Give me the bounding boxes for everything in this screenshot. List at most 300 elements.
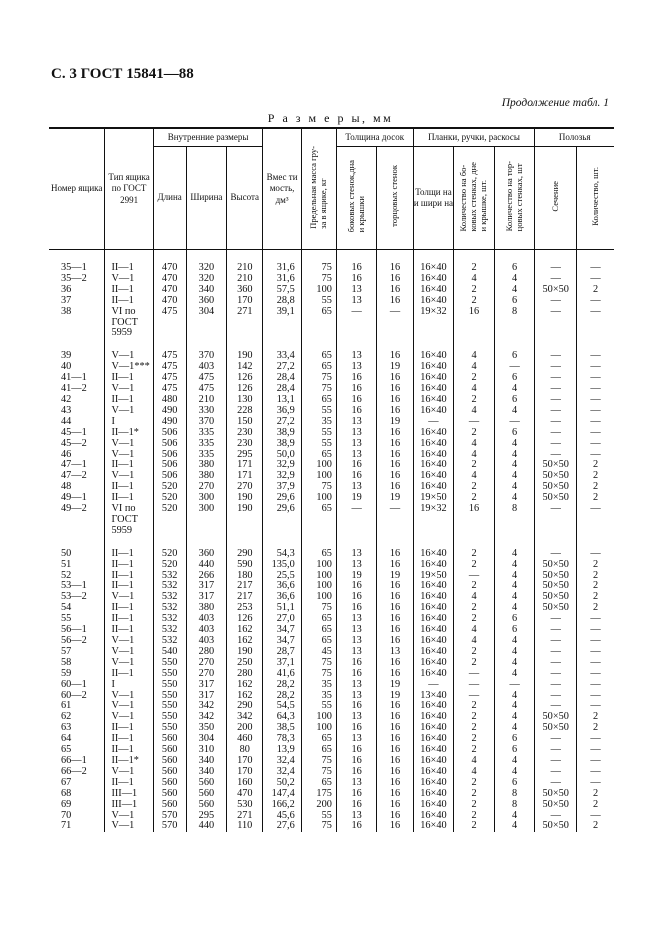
cell-runner-section: — (535, 811, 577, 822)
cell-runner-qty: — (577, 428, 614, 439)
header-qty-end-label: Количество на тор- цовых стенках, шт (503, 161, 524, 232)
cell-width: 380 (186, 471, 227, 482)
cell-runner-section: — (535, 274, 577, 285)
header-board-thickness: Толщина досок (336, 128, 413, 147)
cell-max-mass: 100 (301, 560, 336, 571)
cell-width: 317 (186, 691, 227, 702)
cell-box-number: 66—1 (61, 754, 87, 766)
cell-runner-qty: — (577, 250, 614, 274)
cell-capacity: 64,3 (263, 712, 301, 723)
cell-type: II—1 (105, 723, 153, 734)
cell-side-walls: — (336, 504, 377, 537)
cell-qty-side: 2 (454, 789, 495, 800)
cell-side-walls: 16 (336, 789, 377, 800)
cell-runner-section: — (535, 680, 577, 691)
cell-end-walls: 16 (377, 592, 413, 603)
cell-runner-section: 50×50 (535, 471, 577, 482)
cell-end-walls: 16 (377, 767, 413, 778)
cell-runner-qty: — (577, 756, 614, 767)
cell-box-number: 42 (61, 393, 72, 405)
cell-side-walls: 13 (336, 636, 377, 647)
cell-length: 550 (153, 701, 186, 712)
cell-qty-side: 4 (454, 339, 495, 362)
cell-runner-qty: — (577, 701, 614, 712)
cell-length: 532 (153, 614, 186, 625)
cell-runner-section: 50×50 (535, 581, 577, 592)
cell-length: 550 (153, 658, 186, 669)
cell-runner-section: — (535, 691, 577, 702)
cell-side-walls: 13 (336, 428, 377, 439)
cell-qty-end: 4 (494, 691, 535, 702)
cell-box-number: 56—1 (61, 624, 87, 636)
cell-side-walls: 16 (336, 592, 377, 603)
cell-runner-section: — (535, 625, 577, 636)
cell-end-walls: 19 (377, 362, 413, 373)
cell-qty-side: 2 (454, 250, 495, 274)
cell-runner-section: — (535, 647, 577, 658)
cell-qty-side: 4 (454, 636, 495, 647)
cell-strip-size: 16×40 (413, 395, 454, 406)
cell-end-walls: 16 (377, 745, 413, 756)
cell-max-mass: 75 (301, 373, 336, 384)
cell-capacity: 28,8 (263, 296, 301, 307)
cell-height: 150 (227, 417, 263, 428)
cell-strip-size: 16×40 (413, 285, 454, 296)
cell-runner-section: — (535, 778, 577, 789)
cell-strip-size: 13×40 (413, 691, 454, 702)
cell-width: 342 (186, 701, 227, 712)
cell-capacity: 54,3 (263, 537, 301, 560)
cell-max-mass: 65 (301, 636, 336, 647)
cell-runner-qty: — (577, 734, 614, 745)
cell-height: 190 (227, 504, 263, 537)
cell-strip-size: 16×40 (413, 592, 454, 603)
cell-runner-section: — (535, 658, 577, 669)
cell-height: 162 (227, 680, 263, 691)
cell-type: II—1 (105, 395, 153, 406)
cell-end-walls: 16 (377, 658, 413, 669)
header-strips: Планки, ручки, раскосы (413, 128, 535, 147)
cell-capacity: 32,9 (263, 471, 301, 482)
cell-width: 560 (186, 789, 227, 800)
cell-qty-end: 4 (494, 669, 535, 680)
cell-width: 370 (186, 339, 227, 362)
cell-side-walls: 16 (336, 406, 377, 417)
cell-strip-size: 16×40 (413, 636, 454, 647)
cell-strip-size: 16×40 (413, 778, 454, 789)
cell-max-mass: 100 (301, 571, 336, 582)
cell-length: 550 (153, 680, 186, 691)
header-end-walls (377, 147, 413, 250)
cell-max-mass: 75 (301, 384, 336, 395)
cell-runner-qty: 2 (577, 460, 614, 471)
cell-qty-side: 4 (454, 406, 495, 417)
table-row (49, 821, 614, 832)
cell-capacity: 166,2 (263, 800, 301, 811)
cell-qty-side: 16 (454, 307, 495, 340)
cell-type: I (105, 680, 153, 691)
cell-type: V—1 (105, 439, 153, 450)
cell-length: 470 (153, 250, 186, 274)
cell-qty-end: 6 (494, 296, 535, 307)
cell-length: 490 (153, 417, 186, 428)
cell-capacity: 45,6 (263, 811, 301, 822)
table-row (49, 789, 614, 800)
cell-type: V—1 (105, 471, 153, 482)
cell-length: 520 (153, 504, 186, 537)
cell-max-mass: 75 (301, 756, 336, 767)
cell-runner-qty: — (577, 406, 614, 417)
cell-capacity: 31,6 (263, 250, 301, 274)
cell-qty-side: 2 (454, 581, 495, 592)
cell-length: 560 (153, 734, 186, 745)
cell-strip-size: 16×40 (413, 811, 454, 822)
cell-qty-end: 4 (494, 603, 535, 614)
cell-width: 300 (186, 493, 227, 504)
cell-capacity: 39,1 (263, 307, 301, 340)
cell-runner-section: — (535, 395, 577, 406)
cell-box-number: 47—1 (61, 459, 87, 471)
cell-width: 295 (186, 811, 227, 822)
cell-strip-size: 16×40 (413, 406, 454, 417)
cell-height: 290 (227, 701, 263, 712)
cell-length: 470 (153, 296, 186, 307)
cell-strip-size: 16×40 (413, 471, 454, 482)
cell-type: II—1 (105, 734, 153, 745)
cell-capacity: 27,0 (263, 614, 301, 625)
cell-type: II—1 (105, 745, 153, 756)
cell-qty-side: 2 (454, 712, 495, 723)
cell-type: II—1 (105, 669, 153, 680)
cell-strip-size: 19×50 (413, 493, 454, 504)
cell-qty-end: 8 (494, 800, 535, 811)
cell-runner-qty: — (577, 395, 614, 406)
cell-type: II—1 (105, 581, 153, 592)
cell-box-number: 57 (61, 645, 72, 657)
cell-side-walls: 16 (336, 756, 377, 767)
cell-end-walls: 16 (377, 406, 413, 417)
cell-height: 210 (227, 274, 263, 285)
cell-end-walls: 16 (377, 712, 413, 723)
cell-runner-qty: — (577, 636, 614, 647)
cell-side-walls: 13 (336, 339, 377, 362)
cell-qty-end: 4 (494, 658, 535, 669)
cell-capacity: 51,1 (263, 603, 301, 614)
cell-length: 560 (153, 778, 186, 789)
cell-width: 475 (186, 384, 227, 395)
cell-height: 142 (227, 362, 263, 373)
cell-strip-size: 19×32 (413, 504, 454, 537)
cell-box-number: 36 (61, 283, 72, 295)
cell-max-mass: 65 (301, 537, 336, 560)
cell-qty-side: 4 (454, 384, 495, 395)
cell-box-number: 46 (61, 448, 72, 460)
cell-capacity: 33,4 (263, 339, 301, 362)
cell-side-walls: 16 (336, 460, 377, 471)
cell-runner-section: — (535, 614, 577, 625)
cell-length: 560 (153, 745, 186, 756)
cell-end-walls: 16 (377, 789, 413, 800)
cell-length: 550 (153, 723, 186, 734)
cell-height: 162 (227, 691, 263, 702)
cell-end-walls: 19 (377, 680, 413, 691)
cell-height: 160 (227, 778, 263, 789)
cell-capacity: 32,9 (263, 460, 301, 471)
cell-qty-end: 6 (494, 250, 535, 274)
cell-height: 110 (227, 821, 263, 832)
cell-length: 506 (153, 450, 186, 461)
cell-qty-end: 4 (494, 274, 535, 285)
cell-runner-qty: — (577, 373, 614, 384)
cell-qty-side: 2 (454, 778, 495, 789)
cell-height: 342 (227, 712, 263, 723)
cell-end-walls: 16 (377, 537, 413, 560)
cell-box-number: 69 (61, 798, 72, 810)
cell-qty-side: 2 (454, 800, 495, 811)
cell-end-walls: 16 (377, 800, 413, 811)
cell-runner-section: — (535, 745, 577, 756)
header-end-walls-label: торцовых стенок (389, 165, 400, 228)
cell-side-walls: 13 (336, 778, 377, 789)
cell-max-mass: 35 (301, 691, 336, 702)
cell-capacity: 36,6 (263, 592, 301, 603)
cell-side-walls: 13 (336, 482, 377, 493)
cell-qty-end: 4 (494, 811, 535, 822)
cell-end-walls: 16 (377, 471, 413, 482)
cell-end-walls: 19 (377, 691, 413, 702)
cell-type: II—1 (105, 537, 153, 560)
cell-end-walls: 16 (377, 439, 413, 450)
cell-runner-section: 50×50 (535, 723, 577, 734)
table-row (49, 428, 614, 439)
cell-end-walls: 19 (377, 571, 413, 582)
cell-height: 130 (227, 395, 263, 406)
cell-strip-size: 16×40 (413, 560, 454, 571)
cell-length: 506 (153, 439, 186, 450)
cell-max-mass: 75 (301, 250, 336, 274)
cell-length: 532 (153, 603, 186, 614)
header-qty-side-label: Количество на бо- ковых стенках, дне и крышке, шт. (458, 161, 488, 232)
cell-runner-section: 50×50 (535, 571, 577, 582)
cell-side-walls: 16 (336, 603, 377, 614)
cell-strip-size: 16×40 (413, 701, 454, 712)
cell-max-mass: 100 (301, 712, 336, 723)
cell-qty-end: — (494, 417, 535, 428)
cell-width: 317 (186, 581, 227, 592)
cell-length: 520 (153, 560, 186, 571)
cell-max-mass: 65 (301, 745, 336, 756)
cell-box-number: 58 (61, 656, 72, 668)
cell-height: 295 (227, 450, 263, 461)
cell-width: 270 (186, 658, 227, 669)
cell-qty-end: 4 (494, 406, 535, 417)
cell-type: II—1* (105, 428, 153, 439)
cell-box-number: 35—1 (61, 262, 87, 273)
cell-runner-qty: — (577, 339, 614, 362)
cell-strip-size: 16×40 (413, 339, 454, 362)
cell-length: 550 (153, 691, 186, 702)
cell-type: II—1 (105, 373, 153, 384)
cell-type: V—1*** (105, 362, 153, 373)
cell-runner-section: — (535, 339, 577, 362)
cell-box-number: 70 (61, 809, 72, 821)
cell-capacity: 57,5 (263, 285, 301, 296)
cell-box-number: 40 (61, 361, 72, 373)
cell-end-walls: 16 (377, 285, 413, 296)
cell-side-walls: 13 (336, 439, 377, 450)
cell-width: 317 (186, 680, 227, 691)
cell-runner-section: 50×50 (535, 821, 577, 832)
cell-height: 170 (227, 767, 263, 778)
cell-strip-size: 16×40 (413, 537, 454, 560)
cell-height: 217 (227, 581, 263, 592)
cell-side-walls: 13 (336, 691, 377, 702)
cell-width: 340 (186, 767, 227, 778)
cell-capacity: 37,1 (263, 658, 301, 669)
cell-type: II—1 (105, 285, 153, 296)
cell-strip-size: 16×40 (413, 756, 454, 767)
cell-box-number: 51 (61, 558, 72, 570)
cell-runner-section: — (535, 439, 577, 450)
cell-side-walls: 13 (336, 296, 377, 307)
cell-capacity: 13,1 (263, 395, 301, 406)
cell-box-number: 63 (61, 722, 72, 734)
cell-qty-side: 4 (454, 274, 495, 285)
cell-runner-qty: — (577, 450, 614, 461)
cell-strip-size: 16×40 (413, 625, 454, 636)
table-row (49, 307, 614, 340)
cell-capacity: 50,2 (263, 778, 301, 789)
table-row (49, 250, 614, 274)
cell-end-walls: 16 (377, 778, 413, 789)
cell-end-walls: 16 (377, 339, 413, 362)
cell-qty-side: — (454, 669, 495, 680)
cell-end-walls: 19 (377, 417, 413, 428)
cell-qty-end: 6 (494, 373, 535, 384)
cell-length: 560 (153, 789, 186, 800)
cell-side-walls: 19 (336, 571, 377, 582)
cell-runner-section: 50×50 (535, 560, 577, 571)
cell-capacity: 29,6 (263, 493, 301, 504)
cell-capacity: 36,6 (263, 581, 301, 592)
cell-runner-section: 50×50 (535, 482, 577, 493)
cell-qty-end: 4 (494, 439, 535, 450)
cell-max-mass: 45 (301, 647, 336, 658)
cell-side-walls: 16 (336, 250, 377, 274)
cell-qty-end: 4 (494, 493, 535, 504)
cell-qty-end: 4 (494, 537, 535, 560)
cell-qty-side: 4 (454, 625, 495, 636)
cell-qty-end: 6 (494, 395, 535, 406)
cell-runner-qty: 2 (577, 800, 614, 811)
cell-capacity: 135,0 (263, 560, 301, 571)
cell-qty-end: 4 (494, 384, 535, 395)
cell-side-walls: 16 (336, 395, 377, 406)
cell-qty-side: 4 (454, 450, 495, 461)
cell-max-mass: 65 (301, 395, 336, 406)
cell-height: 290 (227, 537, 263, 560)
cell-width: 330 (186, 406, 227, 417)
cell-height: 170 (227, 296, 263, 307)
cell-max-mass: 200 (301, 800, 336, 811)
cell-runner-qty: 2 (577, 592, 614, 603)
cell-box-number: 54 (61, 602, 72, 614)
cell-strip-size: 16×40 (413, 450, 454, 461)
cell-qty-end: 6 (494, 778, 535, 789)
cell-type: V—1 (105, 636, 153, 647)
cell-runner-qty: — (577, 669, 614, 680)
cell-length: 532 (153, 581, 186, 592)
cell-qty-side: 2 (454, 560, 495, 571)
cell-qty-end: 4 (494, 756, 535, 767)
cell-qty-end: 4 (494, 460, 535, 471)
cell-type: V—1 (105, 691, 153, 702)
cell-width: 403 (186, 362, 227, 373)
cell-type: II—1 (105, 614, 153, 625)
cell-length: 506 (153, 460, 186, 471)
cell-end-walls: 16 (377, 581, 413, 592)
cell-width: 300 (186, 504, 227, 537)
cell-qty-side: — (454, 417, 495, 428)
page-header: С. 3 ГОСТ 15841—88 (51, 66, 194, 82)
cell-length: 540 (153, 647, 186, 658)
cell-capacity: 147,4 (263, 789, 301, 800)
cell-runner-qty: — (577, 691, 614, 702)
cell-height: 250 (227, 658, 263, 669)
cell-max-mass: 55 (301, 406, 336, 417)
cell-type: II—1 (105, 603, 153, 614)
header-qty-side (454, 147, 495, 250)
cell-length: 490 (153, 406, 186, 417)
cell-side-walls: 13 (336, 450, 377, 461)
cell-qty-end: 4 (494, 285, 535, 296)
cell-runner-section: 50×50 (535, 493, 577, 504)
cell-type: II—1 (105, 460, 153, 471)
cell-max-mass: 100 (301, 581, 336, 592)
cell-end-walls: 16 (377, 395, 413, 406)
cell-type: V—1 (105, 339, 153, 362)
cell-capacity: 34,7 (263, 625, 301, 636)
header-strip-thickness: Толщи на и шири на (413, 147, 454, 250)
cell-height: 162 (227, 625, 263, 636)
cell-qty-side: 4 (454, 756, 495, 767)
cell-qty-side: — (454, 691, 495, 702)
cell-runner-qty: — (577, 680, 614, 691)
cell-strip-size: 16×40 (413, 745, 454, 756)
cell-end-walls: 16 (377, 460, 413, 471)
cell-side-walls: 16 (336, 669, 377, 680)
cell-runner-qty: 2 (577, 560, 614, 571)
cell-type: II—1 (105, 482, 153, 493)
cell-length: 520 (153, 493, 186, 504)
cell-end-walls: 16 (377, 373, 413, 384)
cell-height: 280 (227, 669, 263, 680)
cell-qty-side: 4 (454, 362, 495, 373)
cell-side-walls: 16 (336, 274, 377, 285)
cell-width: 317 (186, 592, 227, 603)
cell-qty-end: 6 (494, 428, 535, 439)
cell-type: VI по ГОСТ 5959 (105, 504, 153, 537)
cell-capacity: 28,4 (263, 373, 301, 384)
cell-width: 360 (186, 296, 227, 307)
cell-strip-size: 16×40 (413, 712, 454, 723)
cell-width: 340 (186, 756, 227, 767)
cell-type: V—1 (105, 406, 153, 417)
cell-type: V—1 (105, 821, 153, 832)
cell-type: V—1 (105, 450, 153, 461)
cell-strip-size: 19×32 (413, 307, 454, 340)
cell-type: II—1 (105, 571, 153, 582)
